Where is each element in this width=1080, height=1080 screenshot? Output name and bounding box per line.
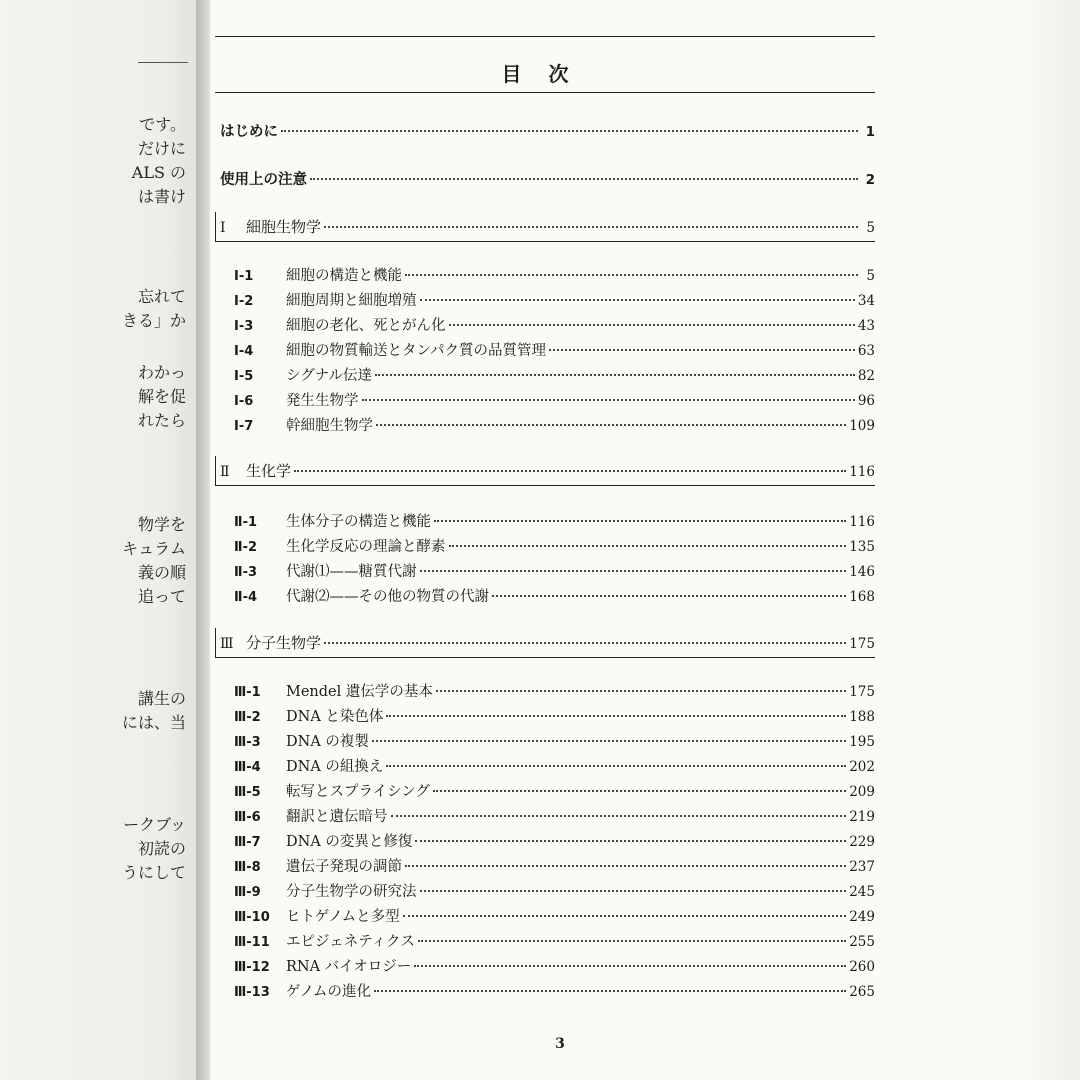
entry-label: 生化学反応の理論と酵素: [286, 539, 446, 555]
facing-text-line: ALS の: [131, 163, 186, 182]
toc-entry-label: はじめに: [220, 124, 278, 140]
facing-text-line: 忘れて: [137, 287, 186, 306]
entry-page: 168: [849, 589, 875, 605]
facing-text-line: 初読の: [137, 839, 186, 858]
entry-label: 転写とスプライシング: [286, 784, 430, 800]
facing-text-line: ークブッ: [123, 815, 186, 834]
entry-page: 202: [849, 759, 875, 775]
dot-leader: [376, 423, 846, 426]
dot-leader: [391, 814, 847, 817]
entry-page: 237: [849, 859, 875, 875]
toc-entry-usage-notes[interactable]: [220, 168, 875, 190]
dot-leader: [405, 273, 858, 276]
entry-label: エピジェネティクス: [286, 934, 415, 950]
entry-number: Ⅱ-2: [234, 540, 258, 555]
entry-number: Ⅲ-10: [234, 910, 270, 925]
entry-page: 195: [849, 734, 875, 750]
section-number: Ⅱ: [220, 464, 230, 480]
toc-entry[interactable]: [234, 585, 875, 607]
entry-page: 245: [849, 884, 875, 900]
dot-leader: [324, 225, 858, 228]
section-page: 116: [849, 464, 875, 480]
entry-number: Ⅲ-5: [234, 785, 261, 800]
section-label: 細胞生物学: [246, 218, 322, 236]
entry-label: 分子生物学の研究法: [286, 884, 417, 900]
entry-label: DNA の変異と修復: [286, 834, 413, 850]
entry-page: 146: [849, 564, 875, 580]
entry-label: ゲノムの進化: [286, 984, 371, 1000]
toc-entry[interactable]: [234, 780, 875, 802]
toc-entry-introduction[interactable]: [220, 120, 875, 142]
facing-page: [0, 0, 200, 1080]
toc-section-molecular-biology[interactable]: [220, 632, 875, 654]
toc-entry[interactable]: [234, 364, 875, 386]
toc-section-biochemistry[interactable]: [220, 460, 875, 482]
facing-text-line: キュラム: [122, 539, 186, 558]
facing-text-line: うにして: [121, 863, 186, 882]
entry-label: 代謝⑵——その他の物質の代謝: [286, 589, 489, 605]
entry-page: 265: [849, 984, 875, 1000]
entry-page: 229: [849, 834, 875, 850]
entry-label: 幹細胞生物学: [286, 418, 373, 434]
facing-text-line: 追って: [137, 587, 186, 606]
dot-leader: [436, 689, 846, 692]
toc-entry[interactable]: [234, 414, 875, 436]
entry-page: 43: [857, 318, 875, 334]
entry-page: 5: [866, 268, 875, 284]
dot-leader: [414, 964, 846, 967]
toc-section-cell-biology[interactable]: [220, 216, 875, 238]
toc-entry-page: 2: [865, 172, 875, 188]
entry-number: Ⅲ-3: [234, 735, 261, 750]
entry-number: Ⅰ-1: [234, 269, 254, 284]
entry-number: Ⅱ-3: [234, 565, 258, 580]
dot-leader: [420, 569, 847, 572]
entry-page: 116: [849, 514, 875, 530]
toc-page: [210, 0, 1080, 1080]
toc-entry[interactable]: [234, 930, 875, 952]
entry-number: Ⅰ-3: [234, 319, 254, 334]
toc-entry[interactable]: [234, 510, 875, 532]
entry-page: 96: [857, 393, 875, 409]
dot-leader: [324, 641, 846, 644]
entry-number: Ⅰ-6: [234, 394, 254, 409]
dot-leader: [372, 739, 846, 742]
facing-text-line: きる」か: [121, 311, 186, 330]
entry-label: 細胞周期と細胞増殖: [286, 293, 417, 309]
entry-label: 細胞の老化、死とがん化: [286, 318, 446, 334]
toc-entry[interactable]: [234, 755, 875, 777]
dot-leader: [433, 789, 846, 792]
toc-entry[interactable]: [234, 855, 875, 877]
top-rule: [215, 36, 875, 37]
facing-text-line: れたら: [137, 411, 186, 430]
dot-leader: [386, 714, 846, 717]
dot-leader: [434, 519, 846, 522]
entry-page: 135: [849, 539, 875, 555]
facing-text-line: だけに: [137, 139, 186, 158]
entry-page: 249: [849, 909, 875, 925]
dot-leader: [415, 839, 846, 842]
dot-leader: [420, 298, 855, 301]
toc-entry[interactable]: [234, 314, 875, 336]
facing-text-line: 物学を: [137, 515, 186, 534]
dot-leader: [403, 914, 847, 917]
dot-leader: [492, 594, 846, 597]
dot-leader: [405, 864, 846, 867]
toc-entry[interactable]: [234, 705, 875, 727]
entry-number: Ⅲ-9: [234, 885, 261, 900]
dot-leader: [310, 177, 858, 180]
entry-page: 63: [857, 343, 875, 359]
entry-label: DNA と染色体: [286, 709, 384, 725]
facing-text-line: には、当: [121, 713, 186, 732]
toc-entry[interactable]: [234, 880, 875, 902]
toc-entry[interactable]: [234, 730, 875, 752]
dot-leader: [449, 323, 855, 326]
entry-number: Ⅲ-1: [234, 685, 261, 700]
entry-number: Ⅲ-7: [234, 835, 261, 850]
entry-number: Ⅰ-5: [234, 369, 254, 384]
entry-number: Ⅲ-2: [234, 710, 261, 725]
entry-page: 82: [857, 368, 875, 384]
entry-number: Ⅰ-7: [234, 419, 254, 434]
toc-entry[interactable]: [234, 535, 875, 557]
toc-entry[interactable]: [234, 389, 875, 411]
dot-leader: [449, 544, 847, 547]
entry-label: DNA の複製: [286, 734, 369, 750]
entry-label: 細胞の物質輸送とタンパク質の品質管理: [286, 343, 546, 359]
title-rule: [215, 92, 875, 93]
facing-text-line: 講生の: [137, 689, 186, 708]
toc-entry[interactable]: [234, 980, 875, 1002]
dot-leader: [281, 129, 858, 132]
toc-entry[interactable]: [234, 560, 875, 582]
facing-text-line: は書け: [137, 187, 186, 206]
dot-leader: [374, 989, 846, 992]
entry-page: 109: [849, 418, 875, 434]
toc-entry-label: 使用上の注意: [220, 172, 307, 188]
entry-page: 175: [849, 684, 875, 700]
toc-entry[interactable]: [234, 805, 875, 827]
toc-entry-page: 1: [865, 124, 875, 140]
toc-entry[interactable]: [234, 289, 875, 311]
entry-number: Ⅲ-6: [234, 810, 261, 825]
toc-entry[interactable]: [234, 264, 875, 286]
entry-label: 生体分子の構造と機能: [286, 514, 431, 530]
dot-leader: [418, 939, 846, 942]
entry-label: 代謝⑴——糖質代謝: [286, 564, 417, 580]
dot-leader: [420, 889, 847, 892]
facing-text-line: です。: [139, 115, 186, 134]
section-label: 生化学: [246, 462, 292, 480]
entry-label: ヒトゲノムと多型: [286, 909, 400, 925]
entry-label: 遺伝子発現の調節: [286, 859, 402, 875]
section-page: 5: [866, 220, 875, 236]
entry-number: Ⅰ-4: [234, 344, 254, 359]
entry-label: 発生生物学: [286, 393, 359, 409]
entry-number: Ⅲ-11: [234, 935, 270, 950]
entry-number: Ⅱ-4: [234, 590, 258, 605]
section-label: 分子生物学: [246, 634, 322, 652]
facing-text-line: 解を促: [137, 387, 186, 406]
entry-label: Mendel 遺伝学の基本: [286, 684, 433, 700]
entry-number: Ⅲ-8: [234, 860, 261, 875]
section-number: Ⅰ: [220, 220, 226, 236]
toc-entry[interactable]: [234, 905, 875, 927]
entry-number: Ⅲ-12: [234, 960, 270, 975]
page-number: 3: [555, 1036, 565, 1052]
entry-label: シグナル伝達: [286, 368, 372, 384]
entry-page: 188: [849, 709, 875, 725]
entry-label: 翻訳と遺伝暗号: [286, 809, 388, 825]
toc-entry[interactable]: [234, 680, 875, 702]
entry-page: 34: [857, 293, 875, 309]
entry-page: 260: [849, 959, 875, 975]
entry-label: RNA バイオロジー: [286, 959, 412, 975]
facing-text-line: 義の順: [137, 563, 186, 582]
dot-leader: [386, 764, 846, 767]
entry-number: Ⅲ-13: [234, 985, 270, 1000]
entry-page: 209: [849, 784, 875, 800]
section-number: Ⅲ: [220, 636, 234, 652]
toc-entry[interactable]: [234, 830, 875, 852]
entry-number: Ⅰ-2: [234, 294, 254, 309]
toc-entry[interactable]: [234, 339, 875, 361]
facing-page-rule: [138, 62, 188, 63]
entry-page: 255: [849, 934, 875, 950]
entry-label: 細胞の構造と機能: [286, 268, 402, 284]
toc-entry[interactable]: [234, 955, 875, 977]
section-page: 175: [849, 636, 875, 652]
facing-text-line: わかっ: [137, 363, 186, 382]
entry-label: DNA の組換え: [286, 759, 384, 775]
entry-number: Ⅲ-4: [234, 760, 261, 775]
dot-leader: [362, 398, 855, 401]
entry-page: 219: [849, 809, 875, 825]
dot-leader: [375, 373, 855, 376]
page-title: 目 次: [501, 62, 579, 86]
dot-leader: [294, 469, 846, 472]
dot-leader: [549, 348, 855, 351]
entry-number: Ⅱ-1: [234, 515, 258, 530]
